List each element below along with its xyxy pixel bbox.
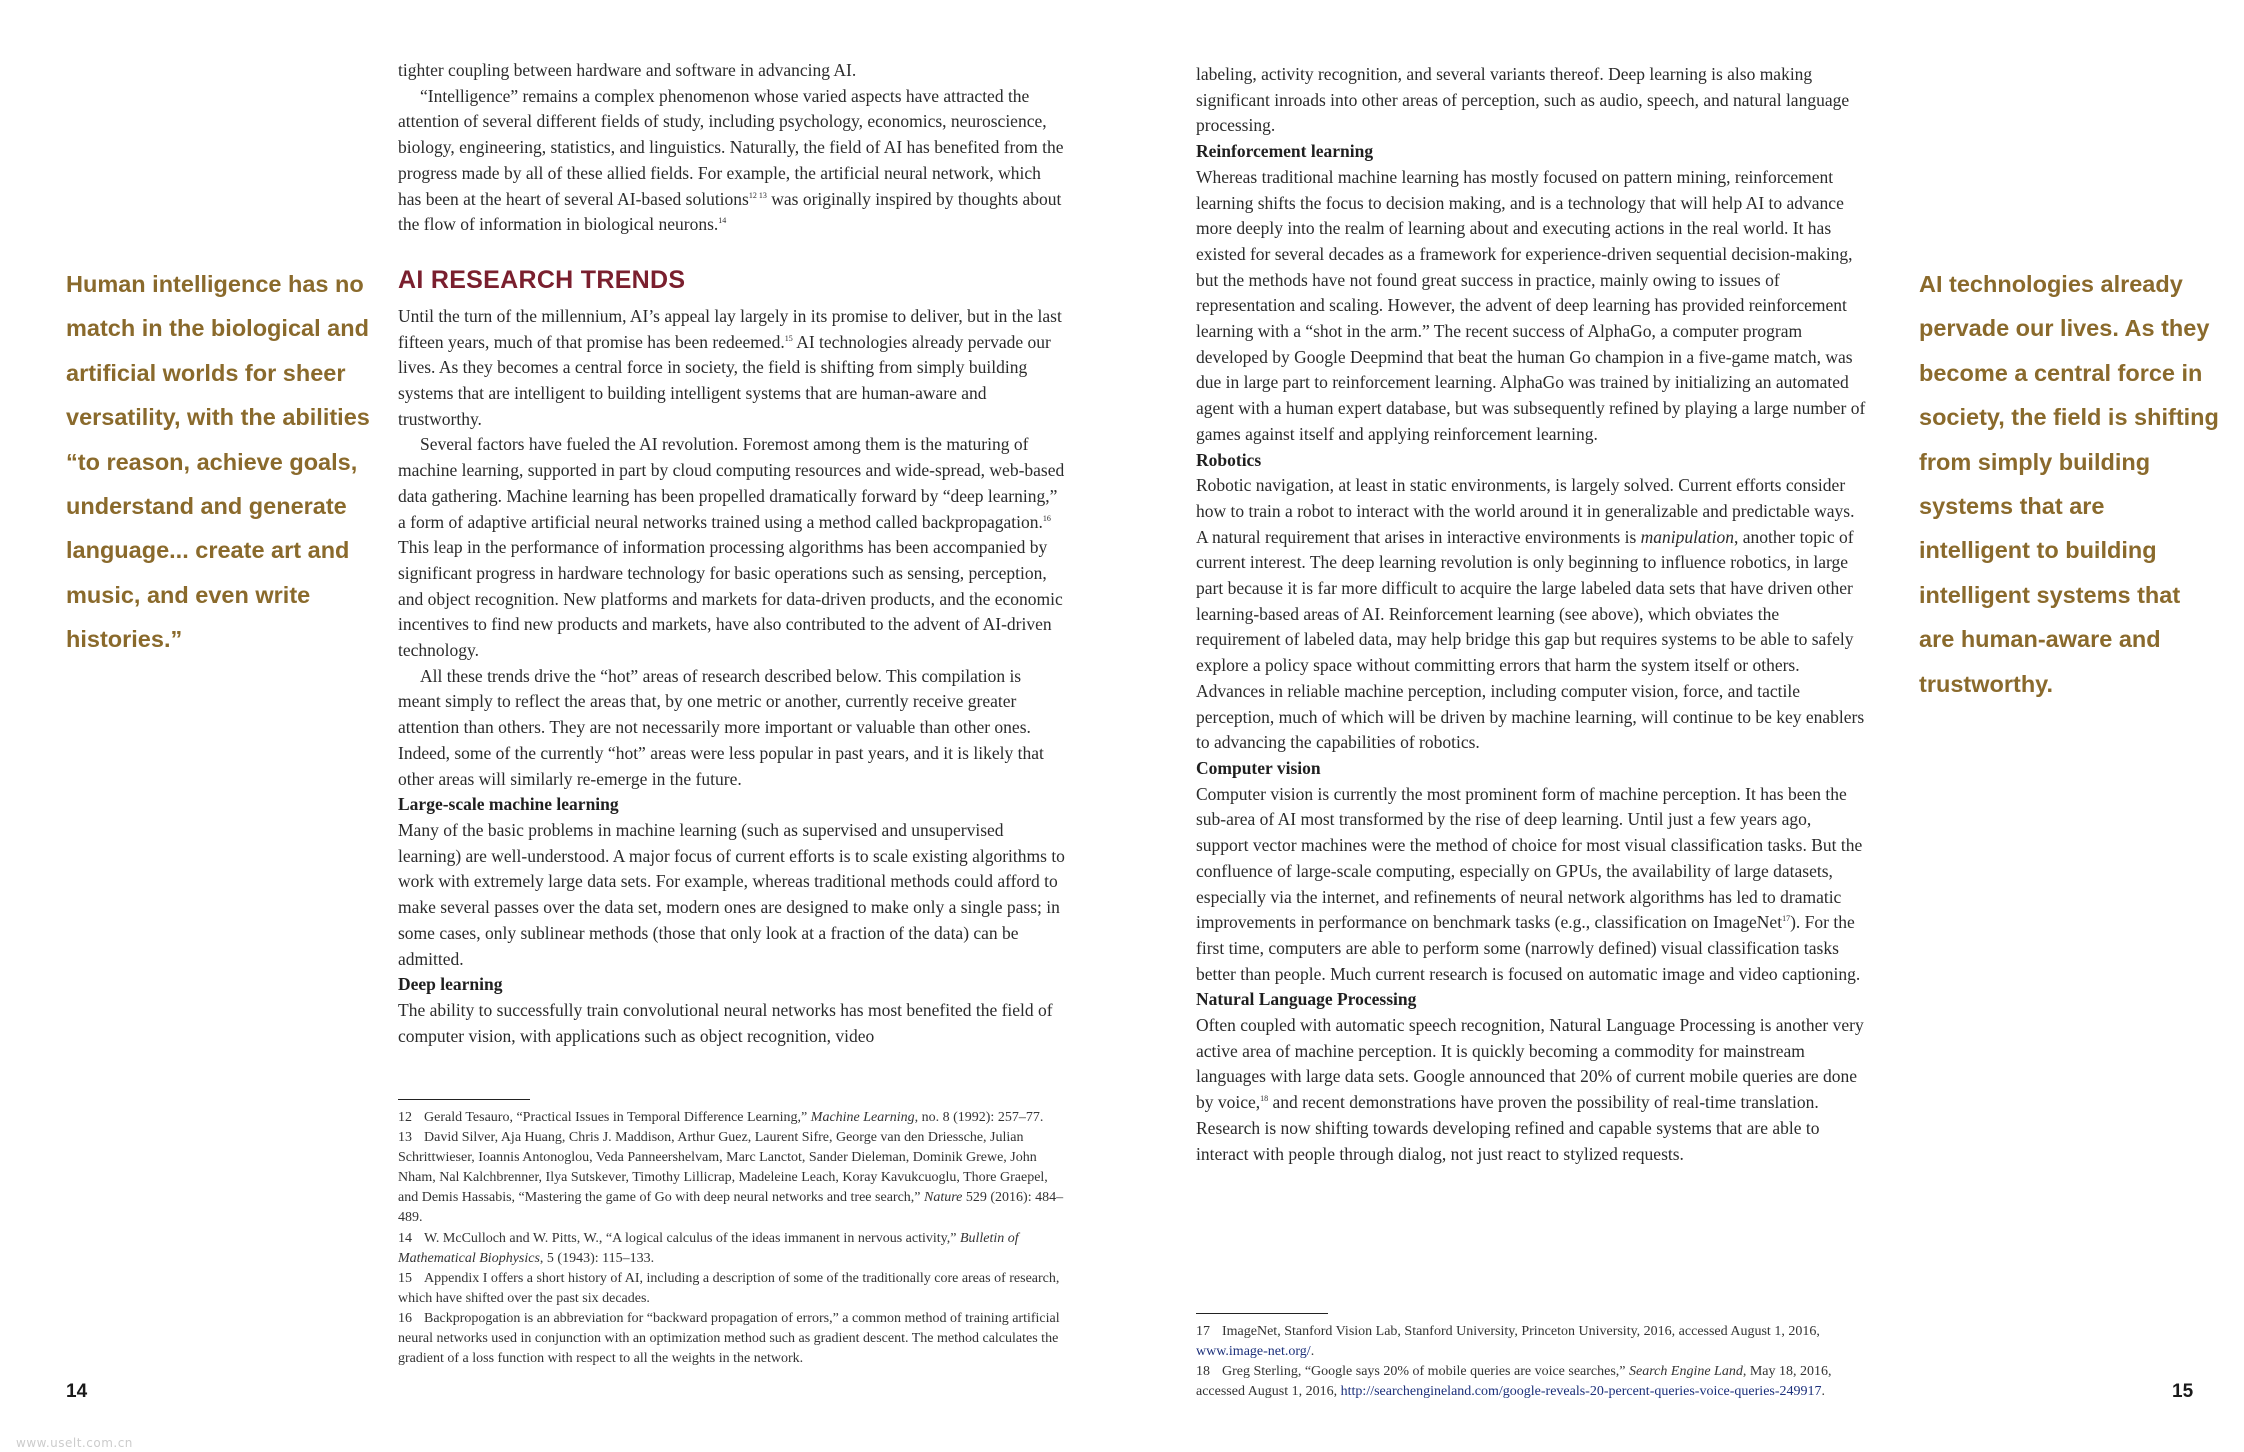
- subheading-robotics: Robotics: [1196, 449, 1262, 470]
- footnote-divider: [1196, 1313, 1328, 1314]
- section-heading: AI RESEARCH TRENDS: [398, 265, 686, 294]
- trends-paragraph-2: Several factors have fueled the AI revolution. Foremost among them is the maturing of machine learning, supported in part by cloud computing resources and wide-spread, web-based data gathering. Machine learning has been propelled dramatically forward by “deep learning,” a form of adaptive artificial neural networks trained using a method called backpropagation.$^{16}$ This leap in the performance of information processing algorithms has been accompanied by significant progress in hardware technology for basic operations such as sensing, perception, and object recognition. New platforms and markets for data-driven products, and the economic incentives to find new products and markets, have also contributed to the advent of AI-driven technology.: [398, 434, 1065, 661]
- footnotes-left: [398, 1075, 1066, 1369]
- deep-learning-continued: labeling, activity recognition, and several variants thereof. Deep learning is also making significant inroads into other areas of perception, such as audio, speech, and natural language processing.: [1196, 64, 1850, 136]
- reinforcement-learning-text: Whereas traditional machine learning has mostly focused on pattern mining, reinforcement learning shifts the focus to decision making, and is a technology that will help AI to advance more deeply into the realm of learning about and executing actions in the real world. It has existed for several decades as a framework for experience-driven sequential decision-making, but the methods have not found great success in practice, mainly owing to issues of representation and scaling. However, the advent of deep learning has provided reinforcement learning with a “shot in the arm.” The recent success of AlphaGo, a computer program developed by Google Deepmind that beat the human Go champion in a five-game match, was due in large part to reinforcement learning. AlphaGo was trained by initializing an automated agent with a human expert database, but was subsequently refined by playing a large number of games against itself and applying reinforcement learning.: [1196, 166, 1866, 444]
- subheading-nlp: Natural Language Processing: [1196, 989, 1417, 1010]
- footnotes-right: [1196, 1289, 1866, 1402]
- footnote-17: 17 ImageNet, Stanford Vision Lab, Stanford University, Princeton University, 2016, accessed August 1, 2016, www.image-net.org/.: [1196, 1324, 1820, 1360]
- watermark: www.uselt.com.cn: [16, 1436, 133, 1450]
- robotics-text: Robotic navigation, at least in static environments, is largely solved. Current efforts consider how to train a robot to interact with the world around it in generalizable and predictable ways. A natural requirement that arises in interactive environments is manipulation, another topic of current interest. The deep learning revolution is only beginning to influence robotics, in large part because it is far more difficult to acquire the large labeled data sets that have driven other learning-based areas of AI. Reinforcement learning (see above), which obviates the requirement of labeled data, may help bridge this gap but requires systems to be able to safely explore a policy space without committing errors that harm the system itself or others. Advances in reliable machine perception, including computer vision, force, and tactile perception, much of which will be driven by machine learning, will continue to be key enablers to advancing the capabilities of robotics.: [1196, 475, 1865, 753]
- left-body-column: [398, 58, 1066, 1049]
- footnote-12: 12 Gerald Tesauro, “Practical Issues in Temporal Difference Learning,” Machine Learning, no. 8 (1992): 257–77.: [398, 1110, 1044, 1125]
- footnote-divider: [398, 1099, 530, 1100]
- footnote-ref-12-13[interactable]: 12 13: [748, 190, 767, 200]
- subheading-reinforcement-learning: Reinforcement learning: [1196, 141, 1374, 162]
- page-number-left: 14: [66, 1381, 88, 1402]
- footnote-17-link[interactable]: www.image-net.org/: [1196, 1344, 1311, 1360]
- footnote-ref-15[interactable]: 15: [784, 333, 793, 343]
- footnote-14: 14 W. McCulloch and W. Pitts, W., “A logical calculus of the ideas immanent in nervous activity,” Bulletin of Mathematical Biophysics, 5 (1943): 115–133.: [398, 1230, 1019, 1266]
- large-scale-ml-text: Many of the basic problems in machine learning (such as supervised and unsupervised learning) are well-understood. A major focus of current efforts is to scale existing algorithms to work with extremely large data sets. For example, whereas traditional methods could afford to make several passes over the data set, modern ones are designed to make only a single pass; in some cases, only sublinear methods (those that only look at a fraction of the data) can be admitted.: [398, 819, 1065, 969]
- footnote-ref-16[interactable]: 16: [1042, 513, 1051, 523]
- footnote-ref-18[interactable]: 18: [1260, 1094, 1269, 1104]
- footnote-15: 15 Appendix I offers a short history of AI, including a description of some of the traditionally core areas of research, which have shifted over the past six decades.: [398, 1270, 1060, 1306]
- subheading-deep-learning: Deep learning: [398, 974, 503, 995]
- pull-quote-right: AI technologies already pervade our lives. As they become a central force in society, the field is shifting from simply building systems that are intelligent to building intelligent systems that are human-aware and trustworthy.: [1919, 271, 2219, 697]
- page-number-right: 15: [2172, 1381, 2194, 1402]
- footnote-ref-14[interactable]: 14: [718, 216, 727, 226]
- pull-quote-left: Human intelligence has no match in the biological and artificial worlds for sheer versatility, with the abilities “to reason, achieve goals, understand and generate language... create art and music, and even write histories.”: [66, 271, 370, 653]
- subheading-computer-vision: Computer vision: [1196, 757, 1321, 778]
- trends-paragraph-1: Until the turn of the millennium, AI’s appeal lay largely in its promise to deliver, but in the last fifteen years, much of that promise has been redeemed.$^{15}$ AI technologies already pervade our lives. As they becomes a central force in society, the field is shifting from simply building systems that are intelligent to building intelligent systems that are human-aware and trustworthy.: [398, 305, 1062, 429]
- footnote-16: 16 Backpropogation is an abbreviation for “backward propagation of errors,” a common method of training artificial neural networks used in conjunction with an optimization method such as gradient descent. The method calculates the gradient of a loss function with respect to all the weights in the network.: [398, 1310, 1060, 1367]
- footnote-18-link[interactable]: http://searchengineland.com/google-reveals-20-percent-queries-voice-queries-249917: [1340, 1384, 1822, 1400]
- computer-vision-text: Computer vision is currently the most prominent form of machine perception. It has been the sub-area of AI most transformed by the rise of deep learning. Until just a few years ago, support vector machines were the method of choice for most visual classification tasks. But the confluence of large-scale computing, especially on GPUs, the availability of large datasets, especially via the internet, and refinements of neural network algorithms has led to dramatic improvements in performance on benchmark tasks (e.g., classification on ImageNet$^{17}$). For the first time, computers are able to perform some (narrowly defined) visual classification tasks better than people. Much current research is focused on automatic image and video captioning.: [1196, 783, 1863, 984]
- intro-paragraph-2: “Intelligence” remains a complex phenomenon whose varied aspects have attracted the attention of several different fields of study, including psychology, economics, neuroscience, biology, engineering, statistics, and linguistics. Naturally, the field of AI has benefited from the progress made by all of these allied fields. For example, the artificial neural network, which has been at the heart of several AI-based solutions$^{12 13}$ was originally inspired by thoughts about the flow of information in biological neurons.$^{14}$: [398, 85, 1064, 235]
- footnote-ref-17[interactable]: 17: [1782, 914, 1791, 924]
- footnote-18: 18 Greg Sterling, “Google says 20% of mobile queries are voice searches,” Search Engine Land, May 18, 2016, accessed August 1, 2016, http://searchengineland.com/google-reveals-20-percent-queries-voice-queries-249917.: [1196, 1364, 1832, 1400]
- deep-learning-text: The ability to successfully train convolutional neural networks has most benefited the field of computer vision, with applications such as object recognition, video: [398, 999, 1053, 1046]
- trends-paragraph-3: All these trends drive the “hot” areas of research described below. This compilation is meant simply to reflect the areas that, by one metric or another, currently receive greater attention than others. They are not necessarily more important or valuable than other ones. Indeed, some of the currently “hot” areas were less popular in past years, and it is likely that other areas will similarly re-emerge in the future.: [398, 665, 1044, 789]
- subheading-large-scale-ml: Large-scale machine learning: [398, 794, 619, 815]
- intro-paragraph-1: tighter coupling between hardware and software in advancing AI.: [398, 60, 857, 80]
- footnote-13: 13 David Silver, Aja Huang, Chris J. Maddison, Arthur Guez, Laurent Sifre, George van den Driessche, Julian Schrittwieser, Ioannis Antonoglou, Veda Panneershelvam, Marc Lanctot, Sander Dieleman, Dominik Grewe, John Nham, Nal Kalchbrenner, Ilya Sutskever, Timothy Lillicrap, Madeleine Leach, Koray Kavukcuoglu, Thore Graepel, and Demis Hassabis, “Mastering the game of Go with deep neural networks and tree search,” Nature 529 (2016): 484–489.: [398, 1130, 1064, 1226]
- nlp-text: Often coupled with automatic speech recognition, Natural Language Processing is another very active area of machine perception. It is quickly becoming a commodity for mainstream languages with large data sets. Google announced that 20% of current mobile queries are done by voice,$^{18}$ and recent demonstrations have proven the possibility of real-time translation. Research is now shifting towards developing refined and capable systems that are able to interact with people through dialog, not just react to stylized requests.: [1196, 1015, 1864, 1164]
- right-body-column: [1196, 62, 1866, 1167]
